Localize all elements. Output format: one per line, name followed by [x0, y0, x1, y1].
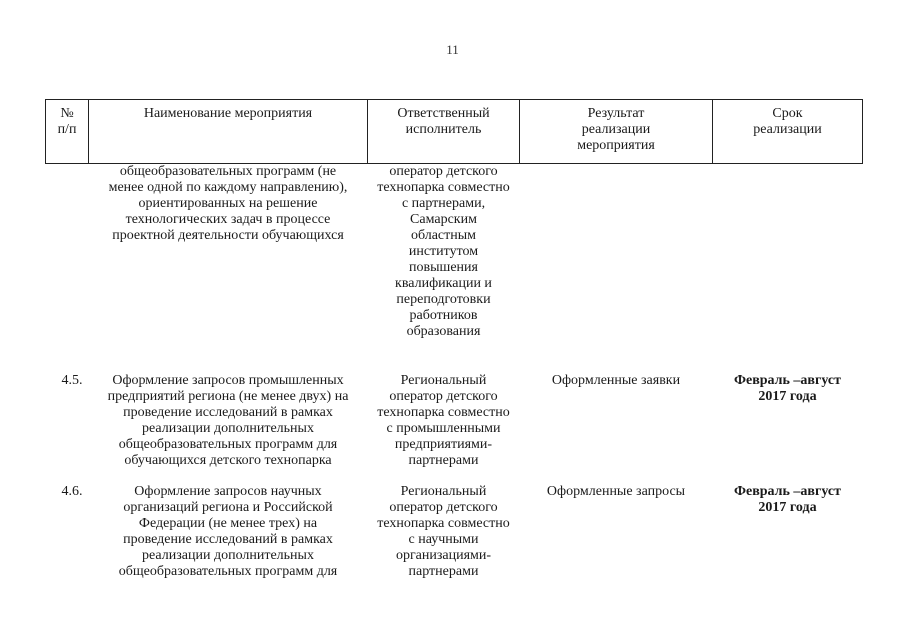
- responsible-line: с промышленными: [386, 420, 501, 436]
- header-number: [46, 100, 89, 164]
- event-name-cell: [89, 164, 368, 373]
- row-number: 4.5.: [61, 372, 83, 388]
- responsible-line: оператор детского: [389, 499, 498, 515]
- result-line: Оформленные заявки: [551, 372, 681, 388]
- event-name-line: организаций региона и Российской: [123, 499, 333, 515]
- header-line: №: [60, 106, 74, 121]
- period-cell: [713, 164, 863, 373]
- responsible-line: с научными: [408, 531, 479, 547]
- event-name-line: Федерации (не менее трех) на: [138, 515, 318, 531]
- responsible-line: технопарка совместно: [377, 515, 510, 531]
- responsible-line: партнерами: [408, 452, 479, 468]
- period-line: 2017 года: [758, 499, 817, 515]
- responsible-cell: [368, 373, 520, 484]
- responsible-line: работников: [409, 308, 478, 323]
- responsible-line: повышения: [409, 260, 478, 275]
- row-number: 4.6.: [61, 483, 83, 499]
- period-line: Февраль –август: [733, 483, 842, 499]
- event-name-line: технологических задач в процессе: [125, 212, 331, 227]
- header-line: Срок: [772, 106, 803, 121]
- result-cell: [520, 484, 713, 614]
- table-row: [46, 484, 863, 614]
- responsible-line: технопарка совместно: [377, 180, 510, 195]
- result-cell: [520, 164, 713, 373]
- period-cell: [713, 373, 863, 484]
- event-name-line: обучающихся детского технопарка: [124, 452, 332, 468]
- header-period: [713, 100, 863, 164]
- event-name-line: Оформление запросов промышленных: [112, 372, 344, 388]
- header-line: исполнитель: [405, 122, 482, 137]
- responsible-cell: [368, 164, 520, 373]
- event-name-line: общеобразовательных программ для: [118, 436, 338, 452]
- event-name-line: общеобразовательных программ (не: [119, 164, 337, 179]
- responsible-line: предприятиями-: [394, 436, 493, 452]
- period-line: 2017 года: [758, 388, 817, 404]
- header-result: [520, 100, 713, 164]
- period-cell: [713, 484, 863, 614]
- responsible-line: переподготовки: [396, 292, 491, 307]
- header-line: реализации: [581, 122, 651, 137]
- responsible-line: оператор детского: [389, 164, 498, 179]
- table-body: [46, 164, 863, 614]
- responsible-line: квалификации и: [395, 276, 492, 291]
- responsible-line: институтом: [408, 244, 479, 259]
- event-name-line: проведение исследований в рамках: [123, 404, 333, 420]
- responsible-line: областным: [410, 228, 477, 243]
- event-name-line: реализации дополнительных: [142, 547, 314, 563]
- event-name-line: предприятий региона (не менее двух) на: [107, 388, 349, 404]
- result-cell: [520, 373, 713, 484]
- header-responsible: [368, 100, 520, 164]
- table-row: [46, 373, 863, 484]
- table-header-row: [46, 100, 863, 164]
- header-line: реализации: [753, 122, 822, 137]
- responsible-line: оператор детского: [389, 388, 498, 404]
- responsible-line: партнерами: [408, 563, 479, 579]
- responsible-line: организациями-: [395, 547, 492, 563]
- table-row: [46, 164, 863, 373]
- event-name-line: общеобразовательных программ для: [118, 563, 338, 579]
- responsible-cell: [368, 484, 520, 614]
- responsible-line: Региональный: [400, 372, 487, 388]
- event-name-line: проектной деятельности обучающихся: [112, 228, 344, 243]
- header-event-name: [89, 100, 368, 164]
- event-name-line: Оформление запросов научных: [134, 483, 322, 499]
- result-line: Оформленные запросы: [546, 483, 686, 499]
- header-line: Результат: [587, 106, 645, 121]
- event-name-line: ориентированных на решение: [138, 196, 318, 211]
- responsible-line: с партнерами,: [401, 196, 486, 211]
- event-name-line: реализации дополнительных: [142, 420, 314, 436]
- responsible-line: образования: [406, 324, 481, 339]
- event-name-cell: [89, 484, 368, 614]
- responsible-line: технопарка совместно: [377, 404, 510, 420]
- event-name-line: менее одной по каждому направлению),: [108, 180, 348, 195]
- event-name-cell: [89, 373, 368, 484]
- page-number: 11: [446, 42, 459, 57]
- responsible-line: Самарским: [410, 212, 477, 227]
- header-line: мероприятия: [577, 138, 655, 153]
- row-number: [46, 164, 89, 373]
- events-plan-table: [45, 99, 863, 614]
- header-line: п/п: [57, 122, 77, 137]
- event-name-line: проведение исследований в рамках: [123, 531, 333, 547]
- header-line: Наименование мероприятия: [143, 106, 313, 121]
- period-line: Февраль –август: [733, 372, 842, 388]
- header-line: Ответственный: [397, 106, 490, 121]
- responsible-line: Региональный: [400, 483, 487, 499]
